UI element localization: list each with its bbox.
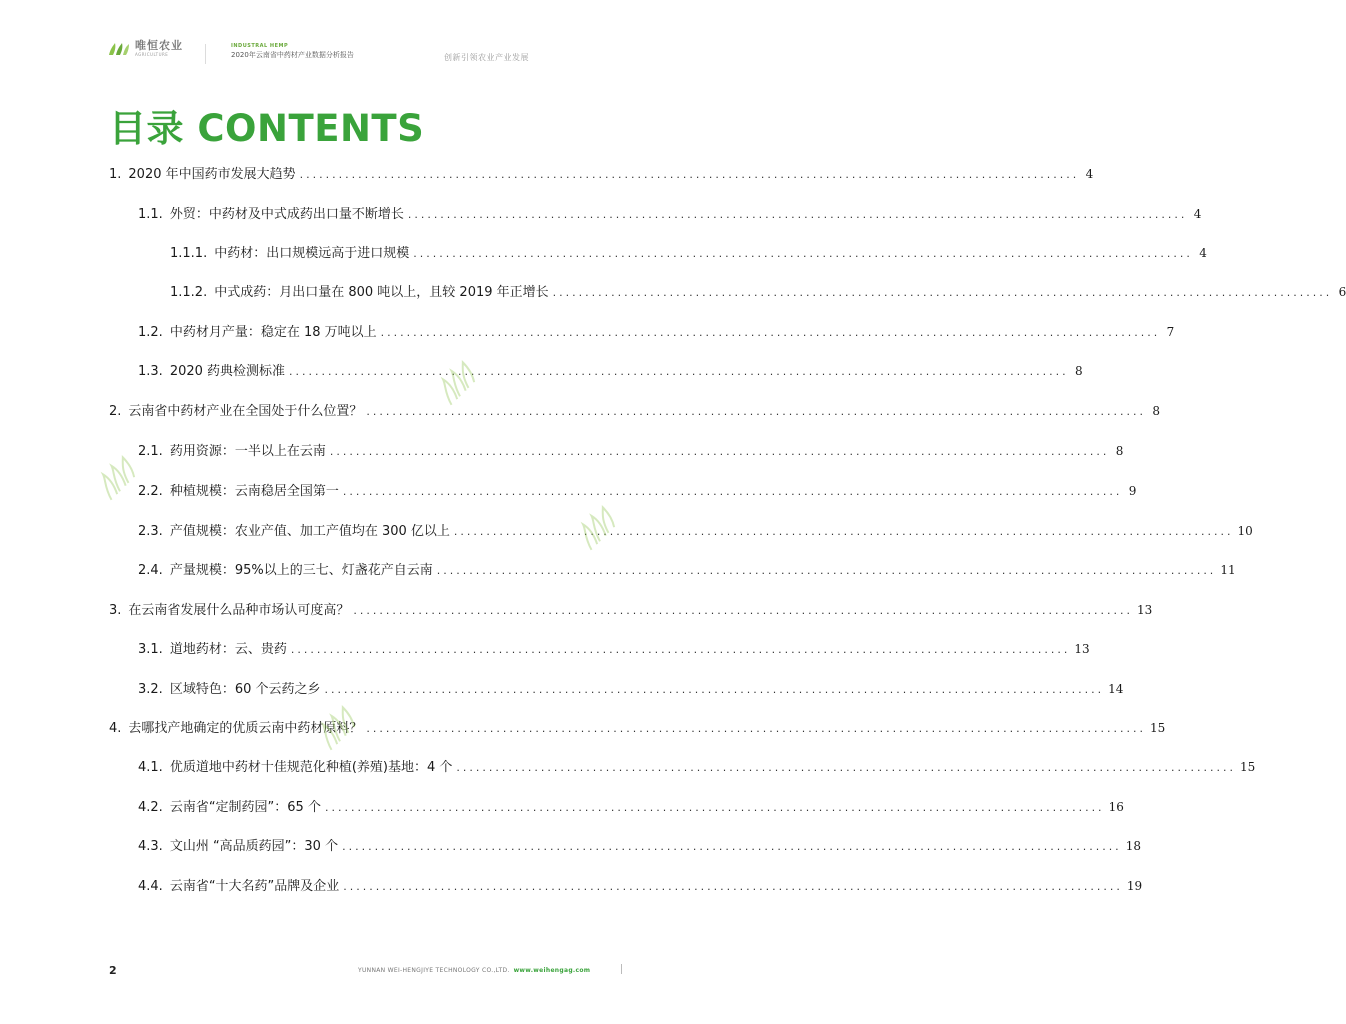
toc-entry[interactable] [138,523,1253,540]
toc-leader-dots: ........................................................................................................................ [324,801,1105,814]
toc-entry-label [138,207,404,223]
toc-page-number: 4 [1193,207,1202,221]
toc-entry[interactable] [109,720,1166,737]
toc-entry-title: 在云南省发展什么品种市场认可度高？ [128,603,350,618]
toc-entry-number: 3.2. [138,682,163,697]
toc-leader-dots: ........................................................................................................................ [329,445,1110,458]
toc-entry-label [109,721,362,737]
toc-leader-dots: ........................................................................................................................ [413,247,1193,260]
toc-entry-label [109,404,362,420]
toc-entry-number: 1.3. [138,364,163,379]
toc-entry[interactable] [138,838,1141,855]
toc-leader-dots: ........................................................................................................................ [366,722,1147,735]
toc-entry-title: 中药材：出口规模远高于进口规模 [214,246,410,261]
toc-entry[interactable] [138,443,1124,460]
toc-entry-number: 1.1.1. [170,246,208,261]
logo-subtitle: AGRICULTURE [135,52,169,57]
toc-entry-number: 2. [109,404,122,419]
toc-page-number: 15 [1150,721,1166,735]
footer-company [358,967,590,974]
toc-entry[interactable] [109,403,1161,420]
toc-entry[interactable] [109,166,1094,183]
toc-entry-title: 云南省“定制药园”：65 个 [169,800,321,815]
toc-entry[interactable] [138,878,1143,895]
toc-entry-title: 2020 年中国药市发展大趋势 [128,167,296,182]
report-title-en: INDUSTRAL HEMP [231,43,289,49]
toc-entry[interactable] [138,641,1090,658]
toc-entry[interactable] [138,562,1236,579]
toc-entry-number: 2.4. [138,563,163,578]
toc-entry[interactable] [170,284,1346,301]
footer-divider [621,964,622,974]
toc-leader-dots: ........................................................................................................................ [436,564,1217,577]
toc-leader-dots: ........................................................................................................................ [342,485,1123,498]
toc-entry-number: 1.1.2. [170,285,208,300]
toc-leader-dots: ........................................................................................................................ [453,525,1234,538]
toc-entry-number: 4.2. [138,800,163,815]
toc-leader-dots: ........................................................................................................................ [289,365,1069,378]
toc-leader-dots: ........................................................................................................................ [290,643,1071,656]
toc-entry-number: 2.1. [138,444,163,459]
toc-leader-dots: ........................................................................................................................ [324,683,1105,696]
toc-leader-dots: ........................................................................................................................ [552,286,1333,299]
toc-entry-label [138,364,285,380]
toc-page-number: 4 [1085,167,1094,181]
toc-page-number: 4 [1199,246,1207,260]
toc-entry[interactable] [138,759,1256,776]
toc-page-number: 8 [1152,404,1161,418]
company-name: YUNNAN WEI-HENGJIYE TECHNOLOGY CO.,LTD. [358,967,510,974]
toc-page-number: 13 [1074,642,1090,656]
toc-entry-number: 1.2. [138,325,163,340]
toc-entry-label [138,325,377,341]
toc-entry-title: 文山州 “高品质药园”：30 个 [169,839,339,854]
toc-leader-dots: ........................................................................................................................ [299,168,1080,181]
toc-entry-number: 4.1. [138,760,163,775]
toc-entry-label [138,839,338,855]
toc-page-number: 16 [1108,800,1124,814]
toc-entry[interactable] [138,681,1124,698]
toc-leader-dots: ........................................................................................................................ [407,208,1188,221]
toc-entry-title: 药用资源：一半以上在云南 [169,444,326,459]
logo-name: 唯恒农业 [135,39,183,52]
toc-entry-number: 3. [109,603,122,618]
toc-entry-number: 4.4. [138,879,163,894]
page-title: 目录 CONTENTS [109,107,425,150]
toc-entry-number: 2.3. [138,524,163,539]
website-link[interactable]: www.weihengag.com [513,967,591,974]
toc-entry-label [138,682,321,698]
toc-leader-dots: ........................................................................................................................ [366,405,1147,418]
toc-entry-label [138,760,452,776]
toc-entry[interactable] [109,602,1153,619]
toc-entry-number: 3.1. [138,642,163,657]
toc-page-number: 8 [1115,444,1124,458]
toc-entry-label [109,167,296,183]
toc-page-number: 6 [1338,285,1346,299]
toc-page-number: 9 [1128,484,1137,498]
toc-page-number: 18 [1125,839,1141,853]
toc-entry-title: 产值规模：农业产值、加工产值均在 300 亿以上 [169,524,450,539]
toc-entry-number: 4. [109,721,122,736]
toc-page-number: 14 [1108,682,1124,696]
toc-entry-label [138,642,287,658]
toc-entry-number: 4.3. [138,839,163,854]
toc-entry[interactable] [138,483,1137,500]
toc-entry-title: 去哪找产地确定的优质云南中药材原料？ [128,721,363,736]
toc-entry-title: 云南省“十大名药”品牌及企业 [169,879,340,894]
toc-entry[interactable] [138,363,1083,380]
toc-entry-label [170,285,549,301]
toc-page-number: 15 [1239,760,1256,774]
toc-entry[interactable] [138,324,1175,341]
toc-leader-dots: ........................................................................................................................ [353,604,1134,617]
toc-entry-title: 种植规模：云南稳居全国第一 [169,484,339,499]
toc-entry-title: 道地药材：云、贵药 [169,642,287,657]
toc-entry-label [138,800,321,816]
toc-entry-title: 产量规模：95%以上的三七、灯盏花产自云南 [169,563,433,578]
toc-entry-title: 云南省中药材产业在全国处于什么位置？ [128,404,363,419]
toc-entry-label [138,524,450,540]
toc-page-number: 10 [1237,524,1253,538]
toc-entry-number: 2.2. [138,484,163,499]
toc-entry-label [138,879,339,895]
toc-entry-number: 1. [109,167,122,182]
toc-entry-label [170,246,409,262]
toc-page-number: 19 [1126,879,1143,893]
toc-entry[interactable] [138,799,1124,816]
page-number: 2 [109,964,117,977]
toc-entry[interactable] [170,245,1207,262]
toc-leader-dots: ........................................................................................................................ [456,761,1236,774]
toc-entry[interactable] [138,206,1202,223]
toc-entry-title: 中药材月产量：稳定在 18 万吨以上 [169,325,377,340]
toc-page-number: 13 [1137,603,1153,617]
toc-entry-title: 区域特色：60 个云药之乡 [169,682,321,697]
report-title-cn: 2020年云南省中药材产业数据分析报告 [231,51,354,59]
toc-page-number: 11 [1220,563,1236,577]
toc-entry-title: 优质道地中药材十佳规范化种植(养殖)基地：4 个 [169,760,453,775]
toc-entry-label [138,484,339,500]
header-slogan: 创新引领农业产业发展 [444,53,529,62]
toc-page-number: 8 [1074,364,1083,378]
toc-entry-number: 1.1. [138,207,163,222]
toc-leader-dots: ........................................................................................................................ [342,840,1122,853]
toc-leader-dots: ........................................................................................................................ [380,326,1161,339]
toc-entry-label [138,563,433,579]
toc-entry-title: 2020 药典检测标准 [169,364,286,379]
toc-entry-title: 外贸：中药材及中式成药出口量不断增长 [169,207,404,222]
toc-entry-label [138,444,326,460]
toc-leader-dots: ........................................................................................................................ [343,880,1123,893]
toc-page-number: 7 [1166,325,1175,339]
toc-entry-title: 中式成药：月出口量在 800 吨以上，且较 2019 年正增长 [214,285,549,300]
toc-entry-label [109,603,349,619]
